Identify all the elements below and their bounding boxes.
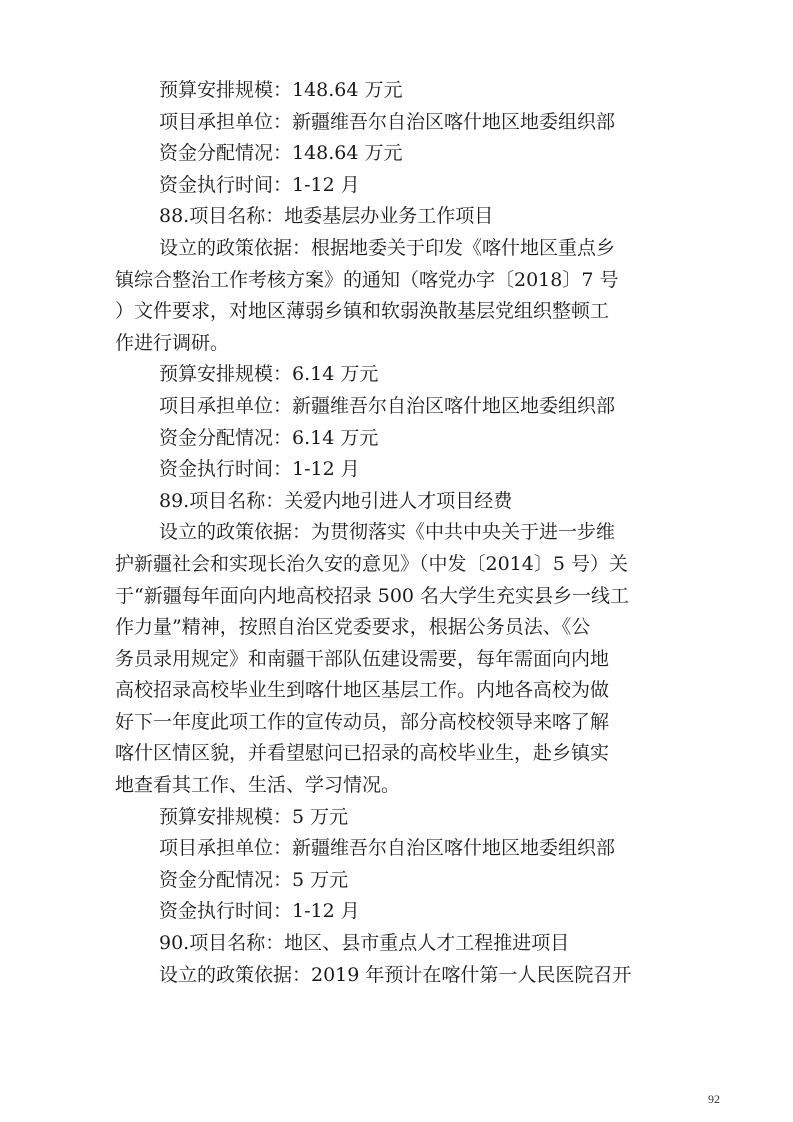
text-line: 设立的政策依据：2019 年预计在喀什第一人民医院召开 (159, 963, 632, 986)
text-line: 护新疆社会和实现长治久安的意见》（中发〔2014〕5 号）关 (115, 552, 628, 575)
text-line: 设立的政策依据：为贯彻落实《中共中央关于进一步维 (159, 521, 616, 544)
text-line: 预算安排规模：148.64 万元 (159, 79, 403, 101)
text-line: 资金分配情况：148.64 万元 (159, 142, 403, 165)
text-line: 作力量”精神，按照自治区党委要求，根据公务员法、《公 (115, 616, 591, 639)
text-line: 资金分配情况：6.14 万元 (159, 426, 379, 449)
text-line: 预算安排规模：5 万元 (159, 805, 349, 828)
text-line: 高校招录高校毕业生到喀什地区基层工作。内地各高校为做 (115, 679, 610, 702)
text-line: 项目承担单位：新疆维吾尔自治区喀什地区地委组织部 (159, 394, 616, 417)
text-line: 预算安排规模：6.14 万元 (159, 363, 379, 386)
text-line: 项目承担单位：新疆维吾尔自治区喀什地区地委组织部 (159, 837, 616, 860)
text-line: ）文件要求，对地区薄弱乡镇和软弱涣散基层党组织整顿工 (115, 300, 610, 323)
text-line: 资金执行时间：1-12 月 (159, 173, 360, 196)
body-text (115, 75, 675, 991)
page-number: 92 (708, 1092, 720, 1106)
text-line: 项目承担单位：新疆维吾尔自治区喀什地区地委组织部 (159, 110, 616, 133)
section-heading: 89.项目名称：关爱内地引进人才项目经费 (159, 489, 513, 512)
section-heading: 90.项目名称：地区、县市重点人才工程推进项目 (159, 932, 570, 955)
text-line: 于“新疆每年面向内地高校招录 500 名大学生充实县乡一线工 (115, 584, 630, 607)
text-line: 资金执行时间：1-12 月 (159, 900, 360, 923)
text-line: 地查看其工作、生活、学习情况。 (115, 774, 401, 797)
text-line: 务员录用规定》和南疆干部队伍建设需要，每年需面向内地 (115, 647, 610, 670)
text-line: 镇综合整治工作考核方案》的通知（喀党办字〔2018〕7 号 (115, 268, 619, 291)
text-line: 资金执行时间：1-12 月 (159, 458, 360, 481)
text-line: 作进行调研。 (115, 331, 230, 354)
section-heading: 88.项目名称：地委基层办业务工作项目 (159, 205, 494, 228)
text-line: 好下一年度此项工作的宣传动员，部分高校校领导来喀了解 (115, 710, 610, 733)
text-line: 设立的政策依据：根据地委关于印发《喀什地区重点乡 (159, 236, 616, 259)
text-line: 喀什区情区貌，并看望慰问已招录的高校毕业生，赴乡镇实 (115, 742, 610, 765)
text-line: 资金分配情况：5 万元 (159, 868, 349, 891)
